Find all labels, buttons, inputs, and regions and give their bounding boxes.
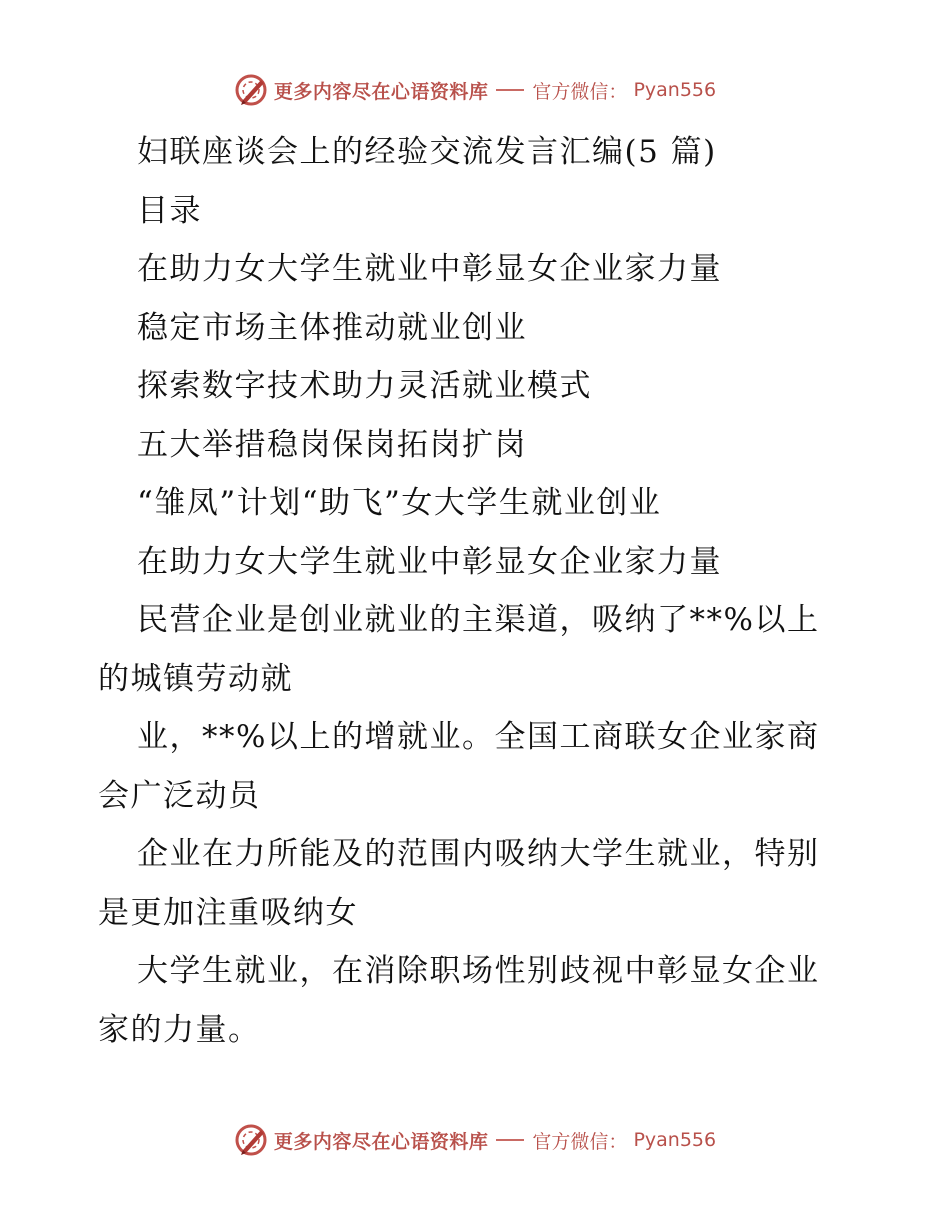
section-title: 在助力女大学生就业中彰显女企业家力量 <box>137 543 722 580</box>
body-line: 企业在力所能及的范围内吸纳大学生就业，特别 <box>137 836 820 872</box>
footer-wechat-label: 官方微信： <box>532 1130 628 1153</box>
body-line: 大学生就业，在消除职场性别歧视中彰显女企业 <box>137 953 820 989</box>
body-line: 家的力量。 <box>98 1011 261 1048</box>
toc-item: 稳定市场主体推动就业创业 <box>137 309 527 346</box>
body-line: 民营企业是创业就业的主渠道，吸纳了**%以上 <box>137 602 820 638</box>
footer-watermark-banner <box>0 1120 950 1160</box>
header-wechat-id: Pyan556 <box>633 79 717 101</box>
footer-banner-dash <box>496 1139 524 1141</box>
body-line: 是更加注重吸纳女 <box>98 894 358 931</box>
toc-heading: 目录 <box>137 192 202 229</box>
footer-banner-text: 更多内容尽在心语资料库 <box>273 1130 489 1153</box>
footer-wechat-id: Pyan556 <box>633 1129 717 1151</box>
header-banner-content <box>234 73 716 107</box>
body-line: 业，**%以上的增就业。全国工商联女企业家商 <box>137 719 820 755</box>
header-banner-text: 更多内容尽在心语资料库 <box>273 80 489 103</box>
toc-item: 在助力女大学生就业中彰显女企业家力量 <box>137 251 722 287</box>
body-line: 的城镇劳动就 <box>98 660 293 697</box>
toc-item: 探索数字技术助力灵活就业模式 <box>137 368 592 404</box>
pen-logo-icon <box>234 73 268 107</box>
document-title: 妇联座谈会上的经验交流发言汇编(5 篇) <box>137 134 717 170</box>
body-line: 会广泛动员 <box>98 777 261 814</box>
header-watermark-banner <box>0 70 950 110</box>
footer-banner-content <box>234 1123 716 1157</box>
header-wechat-label: 官方微信： <box>532 80 628 103</box>
toc-item: “雏凤”计划“助飞”女大学生就业创业 <box>137 485 662 521</box>
toc-item: 五大举措稳岗保岗拓岗扩岗 <box>137 426 527 463</box>
pen-logo-icon <box>234 1123 268 1157</box>
document-body <box>98 123 858 1059</box>
header-banner-dash <box>496 89 524 91</box>
